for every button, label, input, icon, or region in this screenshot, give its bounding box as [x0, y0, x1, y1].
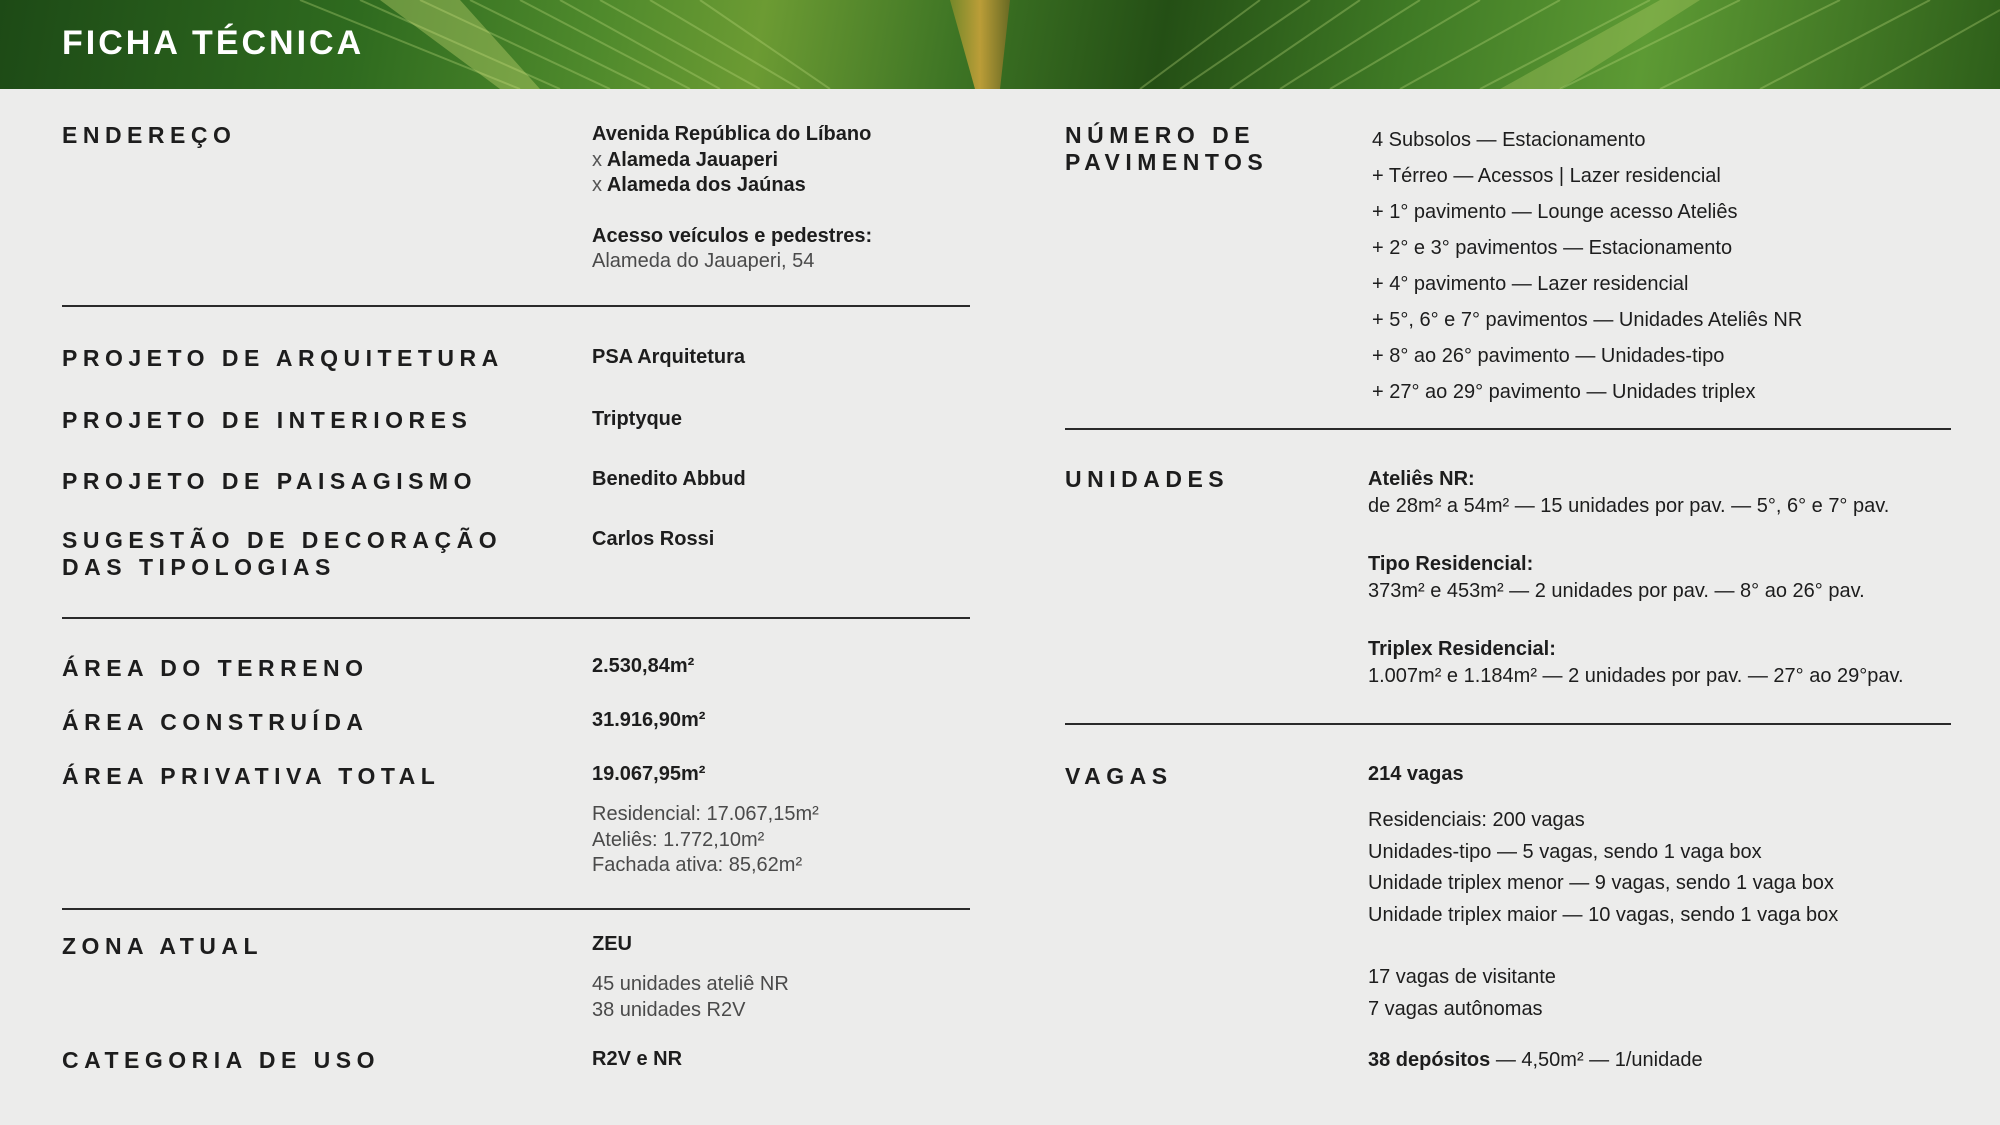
- interiores-value: Triptyque: [592, 408, 683, 430]
- endereco-x-1: x: [592, 148, 602, 171]
- depositos-count: 38 depósitos: [1368, 1049, 1491, 1071]
- endereco-line-2: Alameda Jauaperi: [606, 148, 779, 171]
- acesso-label: Acesso veículos e pedestres:: [592, 224, 873, 247]
- pavimento-item: + 27° ao 29° pavimento — Unidades triplex: [1372, 381, 1756, 403]
- vagas-item: Unidade triplex maior — 10 vagas, sendo 1 vaga box: [1368, 903, 1839, 926]
- zona-value: ZEU: [592, 933, 632, 955]
- acesso-value: Alameda do Jauaperi, 54: [592, 250, 815, 272]
- vagas-item: Unidades-tipo — 5 vagas, sendo 1 vaga box: [1368, 840, 1762, 863]
- endereco-line-1: Avenida República do Líbano: [592, 123, 872, 145]
- unidade-tipo-title: Tipo Residencial:: [1368, 553, 1534, 575]
- vagas-outros: [1368, 962, 1556, 1025]
- vagas-item: Unidade triplex menor — 9 vagas, sendo 1 vaga box: [1368, 872, 1834, 894]
- pavimento-item: + 4° pavimento — Lazer residencial: [1372, 273, 1689, 295]
- zona-details: [592, 972, 789, 1023]
- pavimento-item: 4 Subsolos — Estacionamento: [1372, 129, 1646, 151]
- endereco-label: ENDEREÇO: [62, 122, 237, 148]
- privativa-details: [592, 802, 819, 879]
- depositos: [1368, 1048, 1703, 1074]
- header-banner: [0, 0, 2000, 89]
- pavimento-item: + 1° pavimento — Lounge acesso Ateliês: [1372, 201, 1738, 223]
- vagas-residenciais: [1368, 805, 1838, 931]
- vagas-visitante: 17 vagas de visitante: [1368, 966, 1556, 988]
- pavimentos-list: [1372, 122, 1802, 410]
- construida-value: 31.916,90m²: [592, 709, 706, 731]
- privativa-detail-residencial: Residencial: 17.067,15m²: [592, 803, 819, 825]
- divider-1: [62, 305, 970, 307]
- privativa-value: 19.067,95m²: [592, 763, 706, 785]
- endereco-value: [592, 122, 872, 275]
- vagas-label: VAGAS: [1065, 763, 1173, 789]
- depositos-detail: — 4,50m² — 1/unidade: [1490, 1049, 1703, 1071]
- pavimentos-label: [1065, 122, 1268, 176]
- pavimento-item: + Térreo — Acessos | Lazer residencial: [1372, 165, 1721, 187]
- vagas-autonomas: 7 vagas autônomas: [1368, 997, 1543, 1020]
- zona-detail-1: 45 unidades ateliê NR: [592, 973, 789, 995]
- vagas-total: 214 vagas: [1368, 763, 1464, 785]
- privativa-label: ÁREA PRIVATIVA TOTAL: [62, 763, 441, 789]
- endereco-x-2: x: [592, 174, 602, 196]
- unidade-tipo-text: 373m² e 453m² — 2 unidades por pav. — 8° ao 26° pav.: [1368, 580, 1865, 602]
- pavimento-item: + 8° ao 26° pavimento — Unidades-tipo: [1372, 345, 1725, 367]
- pavimentos-label-line-1: NÚMERO DE: [1065, 122, 1256, 148]
- vagas-item: Residenciais: 200 vagas: [1368, 809, 1585, 831]
- divider-2: [62, 617, 970, 619]
- terreno-value: 2.530,84m²: [592, 655, 695, 677]
- endereco-line-3: Alameda dos Jaúnas: [606, 174, 806, 196]
- unidade-triplex-title: Triplex Residencial:: [1368, 638, 1556, 660]
- unidade-ateliers-title: Ateliês NR:: [1368, 468, 1475, 490]
- zona-label: ZONA ATUAL: [62, 933, 264, 959]
- paisagismo-label: PROJETO DE PAISAGISMO: [62, 468, 477, 494]
- unidades-label: UNIDADES: [1065, 466, 1230, 492]
- divider-3: [62, 908, 970, 910]
- page-title: FICHA TÉCNICA: [62, 24, 365, 62]
- paisagismo-value: Benedito Abbud: [592, 468, 746, 490]
- unidade-triplex-text: 1.007m² e 1.184m² — 2 unidades por pav. — 27° ao 29°pav.: [1368, 665, 1904, 687]
- arquitetura-label: PROJETO DE ARQUITETURA: [62, 345, 504, 371]
- categoria-label: CATEGORIA DE USO: [62, 1047, 381, 1073]
- decoracao-value: Carlos Rossi: [592, 528, 715, 550]
- interiores-label: PROJETO DE INTERIORES: [62, 407, 473, 433]
- decoracao-label-line-2: DAS TIPOLOGIAS: [62, 554, 336, 580]
- zona-detail-2: 38 unidades R2V: [592, 998, 746, 1021]
- privativa-detail-atelies: Ateliês: 1.772,10m²: [592, 828, 765, 851]
- privativa-detail-fachada: Fachada ativa: 85,62m²: [592, 854, 803, 876]
- divider-4: [1065, 428, 1951, 430]
- arquitetura-value: PSA Arquitetura: [592, 346, 745, 368]
- pavimento-item: + 2° e 3° pavimentos — Estacionamento: [1372, 237, 1733, 259]
- unidade-ateliers-text: de 28m² a 54m² — 15 unidades por pav. — 5°, 6° e 7° pav.: [1368, 495, 1890, 517]
- pavimento-item: + 5°, 6° e 7° pavimentos — Unidades Ateliês NR: [1372, 309, 1803, 331]
- decoracao-label-line-1: SUGESTÃO DE DECORAÇÃO: [62, 527, 503, 553]
- unidades-list: [1368, 466, 1904, 690]
- construida-label: ÁREA CONSTRUÍDA: [62, 709, 369, 735]
- decoracao-label: [62, 527, 502, 581]
- terreno-label: ÁREA DO TERRENO: [62, 655, 369, 681]
- divider-5: [1065, 723, 1951, 725]
- categoria-value: R2V e NR: [592, 1048, 683, 1070]
- pavimentos-label-line-2: PAVIMENTOS: [1065, 149, 1269, 175]
